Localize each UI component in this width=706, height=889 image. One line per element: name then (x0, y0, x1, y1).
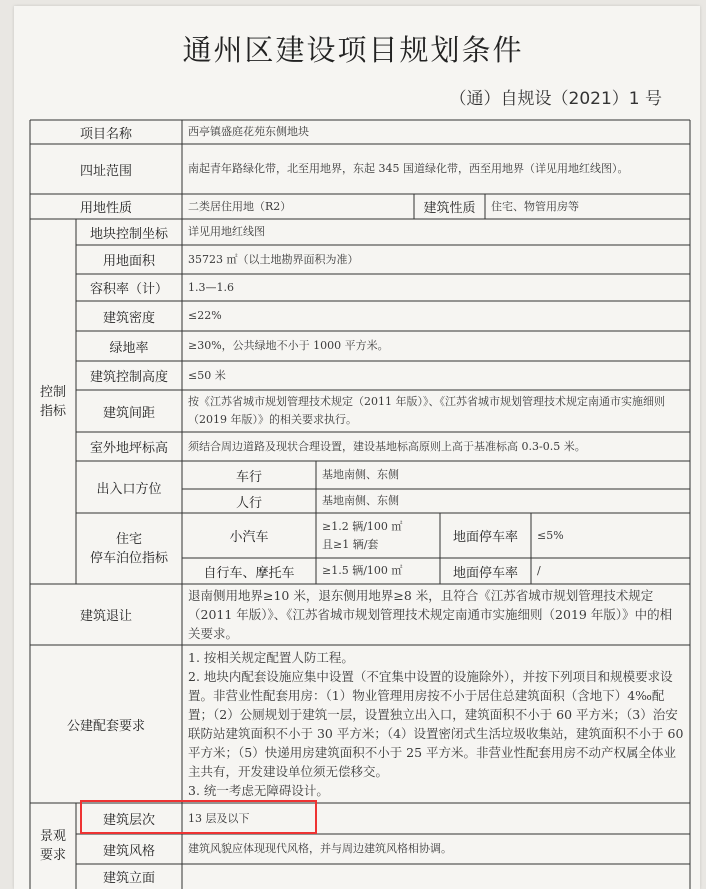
public-facilities-value (182, 645, 690, 803)
vehicle-entrance-value: 基地南侧、东侧 (322, 468, 399, 481)
density-value: ≤22% (188, 309, 222, 322)
area-label: 用地面积 (102, 254, 155, 269)
land-use-label: 用地性质 (79, 201, 132, 216)
moto-parking-label: 自行车、摩托车 (203, 565, 295, 581)
control-indicators-label: 控制指标 (39, 384, 66, 419)
coords-label: 地块控制坐标 (89, 226, 168, 242)
landscape-label-line1: 景观 (39, 829, 66, 844)
landscape-label-line2: 要求 (39, 848, 66, 863)
public-facilities-line-3: 3. 统一考虑无障碍设计。 (188, 783, 329, 798)
boundary-value: 南起青年路绿化带，北至用地界，东起 345 国道绿化带，西至用地界（详见用地红线图）。 (188, 162, 629, 175)
surface-parking-value: ≤5% (537, 528, 564, 542)
building-nature-label: 建筑性质 (423, 201, 476, 216)
coords-value: 详见用地红线图 (188, 225, 265, 238)
car-parking-value-line1: ≥1.2 辆/100 ㎡ (322, 519, 403, 533)
building-nature-value: 住宅、物管用房等 (491, 199, 579, 213)
document-number: （通）自规设（2021）1 号 (449, 89, 662, 109)
green-ratio-label: 绿地率 (109, 340, 149, 356)
floors-value: 13 层及以下 (188, 811, 250, 825)
project-name-value: 西亭镇盛庭花苑东侧地块 (188, 125, 309, 138)
floor-level-value: 须结合周边道路及现状合理设置，建设基地标高原则上高于基准标高 0.3-0.5 米。 (188, 439, 586, 453)
facade-label: 建筑立面 (102, 871, 155, 886)
landscape-label (30, 803, 76, 889)
vehicle-entrance-label: 车行 (235, 469, 262, 485)
floor-level-label: 室外地坪标高 (89, 441, 168, 456)
parking-label-line1: 住宅 (115, 531, 142, 547)
boundary-label: 四址范围 (79, 163, 132, 179)
setback-label: 建筑退让 (79, 609, 132, 624)
parking-label (76, 513, 182, 584)
setback-value: 退南侧用地界≥10 米，退东侧用地界≥8 米，且符合《江苏省城市规划管理技术规定（2011 年版）》、《江苏省城市规划管理技术规定南通市实施细则（2019 年版）》中的相关要求。 (188, 588, 673, 641)
highlight-box (80, 800, 317, 834)
car-parking-value (316, 513, 440, 558)
far-label: 容积率（计） (89, 282, 168, 297)
car-parking-value-line2: 且≥1 辆/套 (322, 537, 379, 551)
public-facilities-line-1: 1. 按相关规定配置人防工程。 (188, 650, 354, 665)
pedestrian-entrance-label: 人行 (235, 495, 262, 511)
parking-label-line2: 停车泊位指标 (89, 550, 168, 566)
surface-parking-label: 地面停车率 (452, 530, 518, 545)
style-label: 建筑风格 (102, 843, 155, 859)
height-value: ≤50 米 (188, 368, 226, 382)
moto-parking-value: ≥1.5 辆/100 ㎡ (322, 564, 403, 577)
height-label: 建筑控制高度 (89, 370, 168, 385)
floors-label: 建筑层次 (102, 813, 155, 828)
public-facilities-label: 公建配套要求 (66, 718, 145, 734)
spacing-value: 按《江苏省城市规划管理技术规定（2011 年版）》、《江苏省城市规划管理技术规定南通市实施细则（2019 年版）》的相关要求执行。 (188, 395, 665, 426)
entrance-label: 出入口方位 (96, 481, 162, 497)
project-name-label: 项目名称 (79, 126, 132, 142)
area-value: 35723 ㎡（以土地勘界面积为准） (188, 252, 359, 266)
public-facilities-line-2: 2. 地块内配套设施应集中设置（不宜集中设置的设施除外），并按下列项目和规模要求设置。非营业性配套用房：（1）物业管理用房按不小于居住总建筑面积（含地下）4‰配置；（2）公厕规划于建筑一层，设置独立出入口，建筑面积不小于 60 平方米；（3）治安联防站建筑面积不小于 30 平方米；（4）设置密闭式生活垃圾收集站，建筑面积不小于 60 平方米；（5）快递用房建筑面积不小于 25 平方米。非营业性配套用房不动产权属全体业主共有，开发建设单位须无偿移交。 (188, 669, 684, 779)
spacing-label: 建筑间距 (102, 405, 155, 421)
surface-parking-label-2: 地面停车率 (452, 565, 518, 581)
density-label: 建筑密度 (102, 310, 155, 326)
car-parking-label: 小汽车 (229, 530, 269, 545)
style-value: 建筑风貌应体现现代风格，并与周边建筑风格相协调。 (188, 842, 452, 855)
surface-parking-value-2: / (537, 564, 541, 577)
land-use-value: 二类居住用地（R2） (188, 199, 292, 213)
document-title: 通州区建设项目规划条件 (182, 33, 524, 67)
green-ratio-value: ≥30%，公共绿地不小于 1000 平方米。 (188, 339, 389, 352)
far-value: 1.3—1.6 (188, 280, 234, 294)
pedestrian-entrance-value: 基地南侧、东侧 (322, 494, 399, 507)
